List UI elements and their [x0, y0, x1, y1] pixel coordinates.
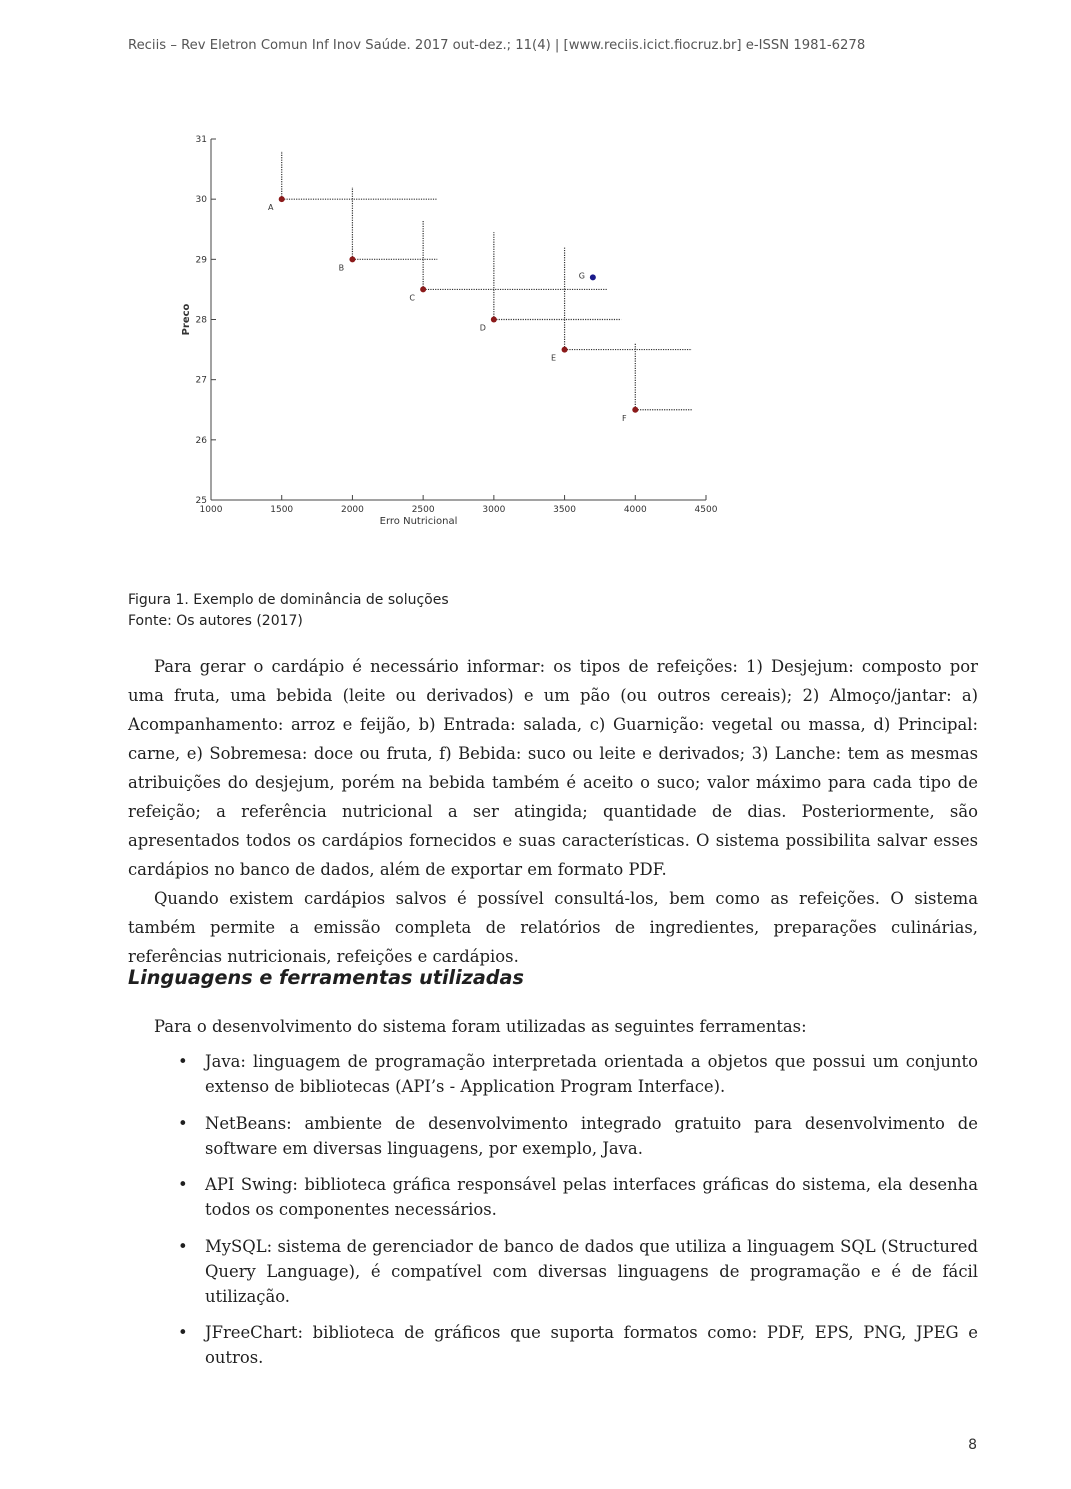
point-d [491, 317, 497, 323]
x-tick-label: 4000 [623, 505, 647, 515]
figure-source: Fonte: Os autores (2017) [128, 613, 303, 629]
list-item-text: JFreeChart: biblioteca de gráficos que suporta formatos como: PDF, EPS, PNG, JPEG e outros. [205, 1323, 978, 1367]
point-label-e: E [551, 353, 557, 363]
bullet-icon: • [178, 1113, 188, 1133]
bullet-icon: • [178, 1175, 188, 1194]
list-item [178, 1049, 978, 1099]
page-number: 8 [968, 1437, 977, 1453]
x-tick-label: 4500 [694, 505, 718, 515]
x-tick-label: 1000 [199, 505, 223, 515]
point-label-b: B [338, 263, 345, 273]
figure-caption: Figura 1. Exemplo de dominância de soluções [128, 592, 449, 608]
point-f [632, 407, 638, 413]
y-tick-label: 28 [195, 315, 207, 326]
body-paragraph-1: Para gerar o cardápio é necessário informar: os tipos de refeições: 1) Desjejum: composto por uma fruta, uma bebida (leite ou derivados) e um pão (ou outros cereais); 2) Almoço/jantar: a) Acompanhamento: arroz e feijão, b) Entrada: salada, c) Guarnição: vegetal ou massa, d) Principal: carne, e) Sobremesa: doce ou fruta, f) Bebida: suco ou leite e derivados; 3) Lanche: tem as mesmas atribuições do desjejum, porém na bebida também é aceito o suco; valor máximo para cada tipo de refeição; a referência nutricional a ser atingida; quantidade de dias. Posteriormente, são apresentados todos os cardápios fornecidos e suas características. O sistema possibilita salvar esses cardápios no banco de dados, além de exportar em formato PDF. [128, 657, 978, 879]
point-label-a: A [267, 203, 274, 213]
list-item-text: Java: linguagem de programação interpretada orientada a objetos que possui um conjunto extenso de bibliotecas (API’s - Application Program Interface). [205, 1052, 978, 1096]
y-tick-label: 27 [195, 375, 207, 386]
y-tick-label: 25 [195, 496, 207, 506]
list-item [178, 1111, 978, 1161]
x-tick-label: 2000 [340, 505, 364, 515]
x-tick-label: 1500 [270, 505, 294, 515]
section-heading: Linguagens e ferramentas utilizadas [128, 966, 524, 989]
y-tick-label: 29 [195, 255, 207, 266]
x-tick-label: 3000 [482, 505, 506, 515]
list-item [178, 1234, 978, 1309]
point-a [279, 196, 285, 202]
y-axis-label: Preco [181, 303, 192, 336]
y-tick-label: 30 [195, 195, 207, 206]
list-intro: Para o desenvolvimento do sistema foram utilizadas as seguintes ferramentas: [154, 1017, 807, 1036]
body-paragraph-2: Quando existem cardápios salvos é possível consultá-los, bem como as refeições. O sistema também permite a emissão completa de relatórios de ingredientes, preparações culinárias, referências nutricionais, refeições e cardápios. [128, 889, 978, 966]
point-g [590, 274, 596, 280]
x-axis-label: Erro Nutricional [379, 516, 458, 527]
point-label-c: C [409, 293, 415, 303]
list-item [178, 1320, 978, 1370]
bullet-icon: • [178, 1052, 188, 1071]
list-item-text: API Swing: biblioteca gráfica responsável pelas interfaces gráficas do sistema, ela desenha todos os componentes necessários. [205, 1175, 978, 1219]
list-item [178, 1172, 978, 1222]
point-label-d: D [479, 323, 486, 333]
bullet-icon: • [178, 1236, 188, 1256]
dominance-scatter-chart [170, 126, 730, 536]
list-item-text: MySQL: sistema de gerenciador de banco de dados que utiliza a linguagem SQL (Structured Query Language), é compatível com diversas linguagens de programação e é de fácil utilização. [205, 1236, 978, 1306]
point-b [349, 256, 355, 262]
y-tick-label: 31 [195, 135, 207, 145]
bullet-icon: • [178, 1323, 188, 1342]
point-c [420, 286, 426, 292]
point-label-f: F [621, 413, 627, 423]
tools-list [178, 1049, 978, 1382]
body-text [128, 652, 978, 971]
x-tick-label: 2500 [411, 505, 435, 515]
y-tick-label: 26 [195, 435, 207, 446]
point-e [562, 347, 568, 353]
running-header: Reciis – Rev Eletron Comun Inf Inov Saúde. 2017 out-dez.; 11(4) | [www.reciis.icict.fiocruz.br] e-ISSN 1981-6278 [128, 38, 866, 53]
point-label-g: G [578, 271, 585, 281]
list-item-text: NetBeans: ambiente de desenvolvimento integrado gratuito para desenvolvimento de software em diversas linguagens, por exemplo, Java. [205, 1113, 978, 1158]
figure-caption-block [128, 590, 449, 632]
x-tick-label: 3500 [553, 505, 577, 515]
